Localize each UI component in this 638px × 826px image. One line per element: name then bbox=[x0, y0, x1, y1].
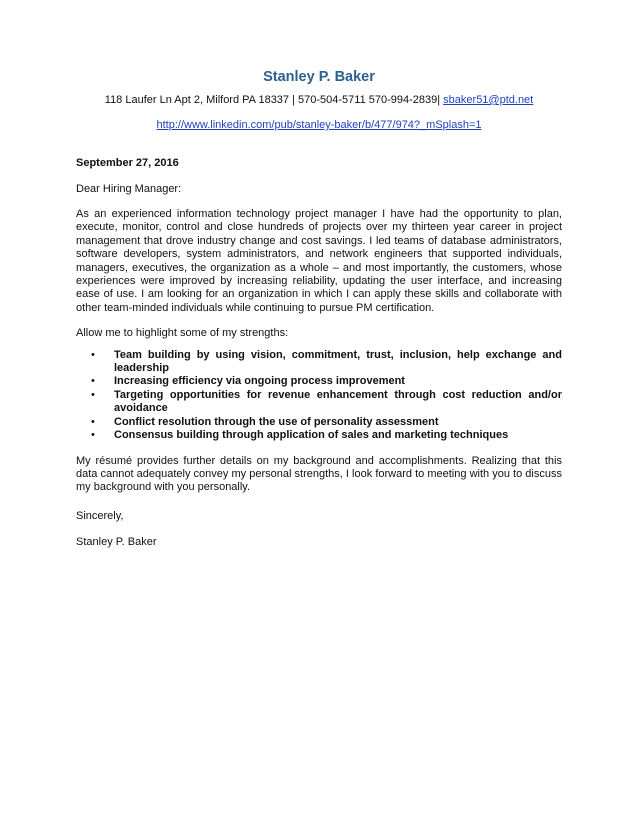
closing-paragraph: My résumé provides further details on my background and accomplishments. Realizing that this data cannot adequately convey my personal strengths, I look forward to meeting with you to discuss my background with you personally. bbox=[76, 454, 562, 494]
bullet-icon: • bbox=[91, 415, 95, 428]
signature-name: Stanley P. Baker bbox=[76, 535, 157, 548]
contact-line bbox=[76, 93, 562, 107]
salutation: Dear Hiring Manager: bbox=[76, 183, 182, 195]
letter-date: September 27, 2016 bbox=[76, 157, 179, 169]
applicant-name: Stanley P. Baker bbox=[263, 69, 375, 85]
list-item bbox=[76, 389, 562, 416]
closing: Sincerely, bbox=[76, 509, 124, 522]
linkedin-link[interactable]: http://www.linkedin.com/pub/stanley-baker/b/477/974?_mSplash=1 bbox=[156, 119, 482, 131]
strength-text: Conflict resolution through the use of personality assessment bbox=[114, 415, 439, 428]
strength-text: Increasing efficiency via ongoing process improvement bbox=[114, 375, 405, 388]
cover-letter bbox=[76, 68, 562, 549]
bullet-icon: • bbox=[91, 348, 95, 361]
bullet-icon: • bbox=[91, 388, 95, 401]
list-item bbox=[76, 429, 562, 442]
email-link[interactable]: sbaker51@ptd.net bbox=[443, 94, 534, 106]
strength-text: Consensus building through application of sales and marketing techniques bbox=[114, 429, 509, 442]
list-item bbox=[76, 416, 562, 429]
bullet-icon: • bbox=[91, 429, 95, 442]
intro-paragraph: As an experienced information technology project manager I have had the opportunity to plan, execute, monitor, control and close hundreds of projects over my thirteen year career in project management that drove industry change and cost savings. I led teams of database administrators, software developers, system administrators, and network engineers that supported individuals, managers, executives, the organization as a whole – and most importantly, the customers, whose experiences were improved by increasing reliability, updating the user interface, and increasing ease of use. I am looking for an organization in which I can apply these skills and collaborate with other team-minded individuals while continuing to pursue PM certification. bbox=[76, 208, 562, 314]
linkedin-line bbox=[76, 118, 562, 132]
list-item bbox=[76, 375, 562, 388]
address-phone-text: 118 Laufer Ln Apt 2, Milford PA 18337 | 570-504-5711 570-994-2839| bbox=[104, 94, 444, 106]
strengths-intro: Allow me to highlight some of my strengths: bbox=[76, 327, 289, 340]
strength-text: Team building by using vision, commitment, trust, inclusion, help exchange and leadership bbox=[114, 348, 562, 375]
strengths-list bbox=[76, 349, 562, 443]
strength-text: Targeting opportunities for revenue enhancement through cost reduction and/or avoidance bbox=[114, 388, 562, 415]
list-item bbox=[76, 349, 562, 376]
bullet-icon: • bbox=[91, 375, 95, 388]
